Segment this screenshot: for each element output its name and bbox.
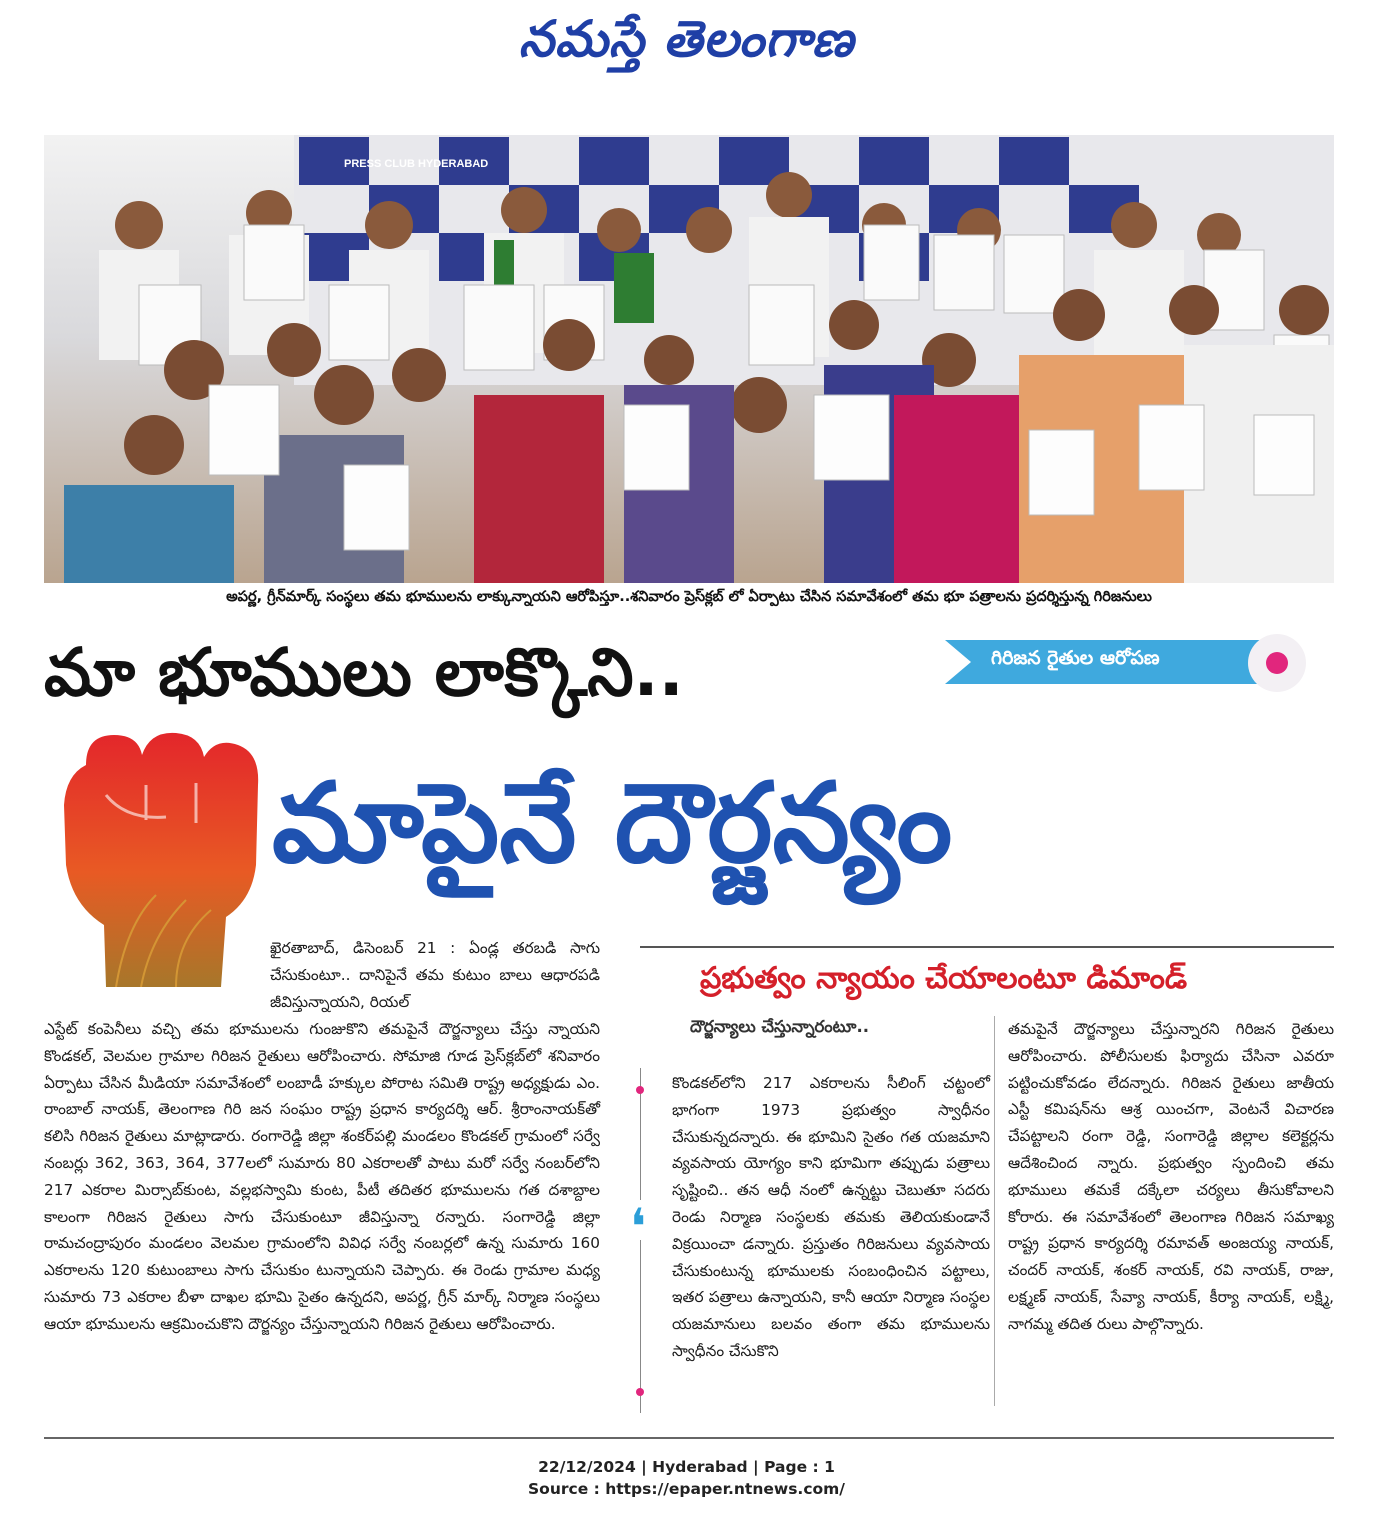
photo-caption: అపర్ణ, గ్రీన్‌మార్క్ సంస్థలు తమ భూములను లాక్కున్నాయని ఆరోపిస్తూ..శనివారం ప్రెస్‌క్లబ్ లో ఏర్పాటు చేసిన సమావేశంలో తమ భూ పత్రాలను ప్రదర్శిస్తున్న గిరిజనులు bbox=[226, 589, 1152, 605]
article-col1-top: ఖైరతాబాద్, డిసెంబర్ 21 : ఏండ్ల తరబడి సాగు చేసుకుంటూ.. దానిపైనే తమ కుటుం బాలు ఆధారపడి జీవిస్తున్నాయని, రియల్ bbox=[270, 939, 600, 1011]
footer-source: Source : https://epaper.ntnews.com/ bbox=[528, 1480, 845, 1498]
column-divider bbox=[994, 1016, 995, 1406]
quote-mark-icon: ❛ bbox=[618, 1200, 658, 1240]
photo-illustration bbox=[44, 135, 1334, 583]
headline-line2: మాపైనే దౌర్జన్యం bbox=[272, 759, 953, 887]
article-col2-heading: దౌర్జన్యాలు చేస్తున్నారంటూ.. bbox=[690, 1017, 869, 1036]
dot-icon bbox=[1266, 652, 1288, 674]
article-col2-body: కొండకల్‌లోని 217 ఎకరాలను సీలింగ్ చట్టంలో భాగంగా 1973 ప్రభుత్వం స్వాధీనం చేసుకున్నదన్నారు. ఈ భూమిని సైతం గత యజమాని వ్యవసాయ యోగ్యం కాని భూమిగా తప్పుడు పత్రాలు సృష్టించి.. తన ఆధీ నంలో ఉన్నట్టు చెబుతూ సదరు రెండు నిర్మాణ సంస్థలకు తమకు తెలియకుండానే విక్రయించా డన్నారు. ప్రస్తుతం గిరిజనులు వ్యవసాయ చేసుకుంటున్న భూములకు సంబంధించిన పట్టాలు, ఇతర పత్రాలు ఉన్నాయని, కానీ ఆయా నిర్మాణ సంస్థల యజమానులు బలవం తంగా తమ భూములను స్వాధీనం చేసుకొని bbox=[672, 1074, 990, 1360]
subhead-divider bbox=[640, 946, 1334, 948]
masthead: నమస్తే తెలంగాణ bbox=[518, 10, 855, 68]
article-col1-body: ఎస్టేట్ కంపెనీలు వచ్చి తమ భూములను గుంజుకొని తమపైనే దౌర్జన్యాలు చేస్తు న్నాయని కొండకల్, వెలమల గ్రామాల గిరిజన రైతులు ఆరోపించారు. సోమాజి గూడ ప్రెస్‌క్లబ్‌లో శనివారం ఏర్పాటు చేసిన మీడియా సమావేశంలో లంబాడీ హక్కుల పోరాట సమితి రాష్ట్ర అధ్యక్షుడు ఎం. రాంబాల్ నాయక్, తెలంగాణ గిరి జన సంఘం రాష్ట్ర ప్రధాన కార్యదర్శి ఆర్. శ్రీరాంనాయక్‌తో కలిసి గిరిజన రైతులు మాట్లాడారు. రంగారెడ్డి జిల్లా శంకర్‌పల్లి మండలం కొండకల్ గ్రామంలో సర్వే నంబర్లు 362, 363, 364, 377లలో సుమారు 80 ఎకరాలతో పాటు మరో సర్వే నంబర్‌లోని 217 ఎకరాల మిర్సాబ్‌కుంట, వల్లభస్వామి కుంట, పీటీ తదితర భూములను గత దశాబ్దాల కాలంగా గిరిజన రైతులు సాగు చేసుకుంటూ జీవిస్తున్నా రన్నారు. సంగారెడ్డి జిల్లా రామచంద్రాపురం మండలం వెలమల గ్రామంలోని వివిధ సర్వే నంబర్లలో ఉన్న సుమారు 160 ఎకరాలను 120 కుటుంబాలు సాగు చేసుకుం టున్నాయని చెప్పారు. ఈ రెండు గ్రామాల మధ్య సుమారు 73 ఎకరాల బీళా దాఖల భూమి సైతం ఉన్నదని, అపర్ణ, గ్రీన్ మార్క్ నిర్మాణ సంస్థలు ఆయా భూములను ఆక్రమించుకొని దౌర్జన్యం చేస్తున్నాయని గిరిజన రైతులు ఆరోపించారు. bbox=[44, 1020, 600, 1333]
banner-text: PRESS CLUB HYDERABAD bbox=[344, 158, 489, 170]
news-photo bbox=[44, 135, 1334, 583]
tag-circle bbox=[1248, 634, 1306, 692]
bottom-divider bbox=[44, 1437, 1334, 1439]
article-col3-body: తమపైనే దౌర్జన్యాలు చేస్తున్నారని గిరిజన రైతులు ఆరోపించారు. పోలీసులకు ఫిర్యాదు చేసినా ఎవరూ పట్టించుకోవడం లేదన్నారు. గిరిజన రైతులు జాతీయ ఎస్టీ కమిషన్‌ను ఆశ్ర యించగా, వెంటనే విచారణ చేపట్టాలని రంగా రెడ్డి, సంగారెడ్డి జిల్లాల కలెక్టర్లను ఆదేశించింద న్నారు. ప్రభుత్వం స్పందించి తమ భూములు తమకే దక్కేలా చర్యలు తీసుకోవాలని కోరారు. ఈ సమావేశంలో తెలంగాణ గిరిజన సమాఖ్య రాష్ట్ర ప్రధాన కార్యదర్శి రమావత్ అంజయ్య నాయక్, చందర్ నాయక్, శంకర్ నాయక్, రవి నాయక్, రాజు, లక్ష్మణ్ నాయక్, సేవ్యా నాయక్, కీర్యా నాయక్, లక్ష్మి, నాగమ్మ తదిత రులు పాల్గొన్నారు. bbox=[1008, 1020, 1334, 1333]
headline-line1: మా భూములు లాక్కొని.. bbox=[44, 634, 684, 711]
footer-date-page: 22/12/2024 | Hyderabad | Page : 1 bbox=[538, 1458, 835, 1476]
tag-label: గిరిజన రైతుల ఆరోపణ bbox=[991, 647, 1160, 669]
quote-dot-top-icon bbox=[636, 1086, 644, 1094]
raised-fist-icon bbox=[46, 725, 272, 987]
quote-dot-bottom-icon bbox=[636, 1388, 644, 1396]
subheadline: ప్రభుత్వం న్యాయం చేయాలంటూ డిమాండ్ bbox=[700, 961, 1188, 996]
category-tag bbox=[945, 634, 1335, 692]
